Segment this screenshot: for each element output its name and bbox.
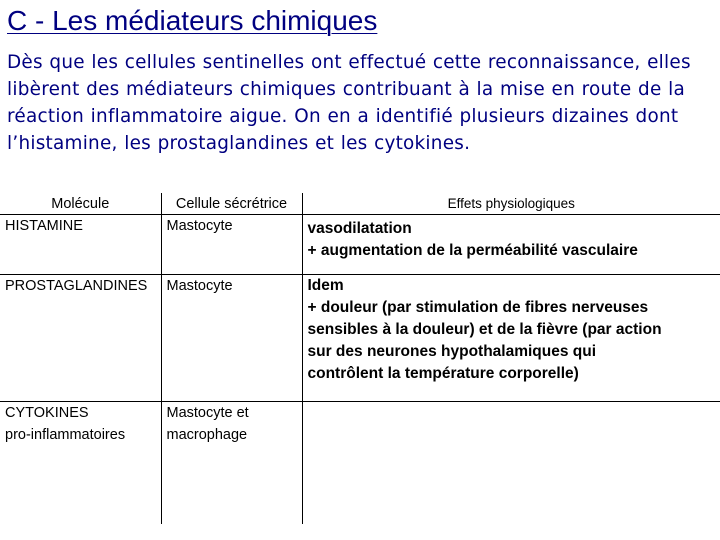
effects-cell — [302, 215, 720, 275]
effect-line: vasodilatation — [307, 220, 412, 237]
intro-paragraph: Dès que les cellules sentinelles ont effectué cette reconnaissance, elles libèrent des médiateurs chimiques contribuant à la mise en route de la réaction inflammatoire aigue. On en a identifié plusieurs dizaines dont l’histamine, les prostaglandines et les cytokines. — [7, 52, 691, 154]
cell-line: macrophage — [166, 427, 248, 443]
effect-line: Idem — [307, 277, 344, 294]
effect-line: sensibles à la douleur) et de la fièvre (par action — [307, 321, 662, 338]
effect-line: sur des neurones hypothalamiques qui — [307, 343, 597, 360]
molecule-line: CYTOKINES — [5, 405, 89, 421]
effects-cell — [302, 275, 720, 402]
header-cell: Cellule sécrétrice — [161, 193, 302, 215]
molecule-cell — [0, 215, 161, 275]
molecule-cell — [0, 275, 161, 402]
header-effects: Effets physiologiques — [302, 193, 720, 215]
secreting-cell — [161, 402, 302, 525]
table-row — [0, 215, 720, 275]
effects-cell-empty — [302, 402, 720, 525]
molecule-line: HISTAMINE — [5, 218, 83, 234]
molecule-line: PROSTAGLANDINES — [5, 278, 148, 294]
cell-line: Mastocyte — [166, 278, 233, 294]
cell-line: Mastocyte — [166, 218, 233, 234]
cell-line: Mastocyte et — [166, 405, 249, 421]
effect-line: + augmentation de la perméabilité vasculaire — [307, 242, 638, 259]
effect-line: contrôlent la température corporelle) — [307, 365, 579, 382]
molecule-cell — [0, 402, 161, 525]
table-row — [0, 275, 720, 402]
molecule-line: pro-inflammatoires — [5, 427, 126, 443]
mediators-table — [0, 193, 720, 524]
effect-line: + douleur (par stimulation de fibres nerveuses — [307, 299, 649, 316]
page-title: C - Les médiateurs chimiques — [7, 5, 378, 36]
table-header-row — [0, 193, 720, 215]
table-row — [0, 402, 720, 525]
secreting-cell — [161, 275, 302, 402]
secreting-cell — [161, 215, 302, 275]
header-molecule: Molécule — [0, 193, 161, 215]
